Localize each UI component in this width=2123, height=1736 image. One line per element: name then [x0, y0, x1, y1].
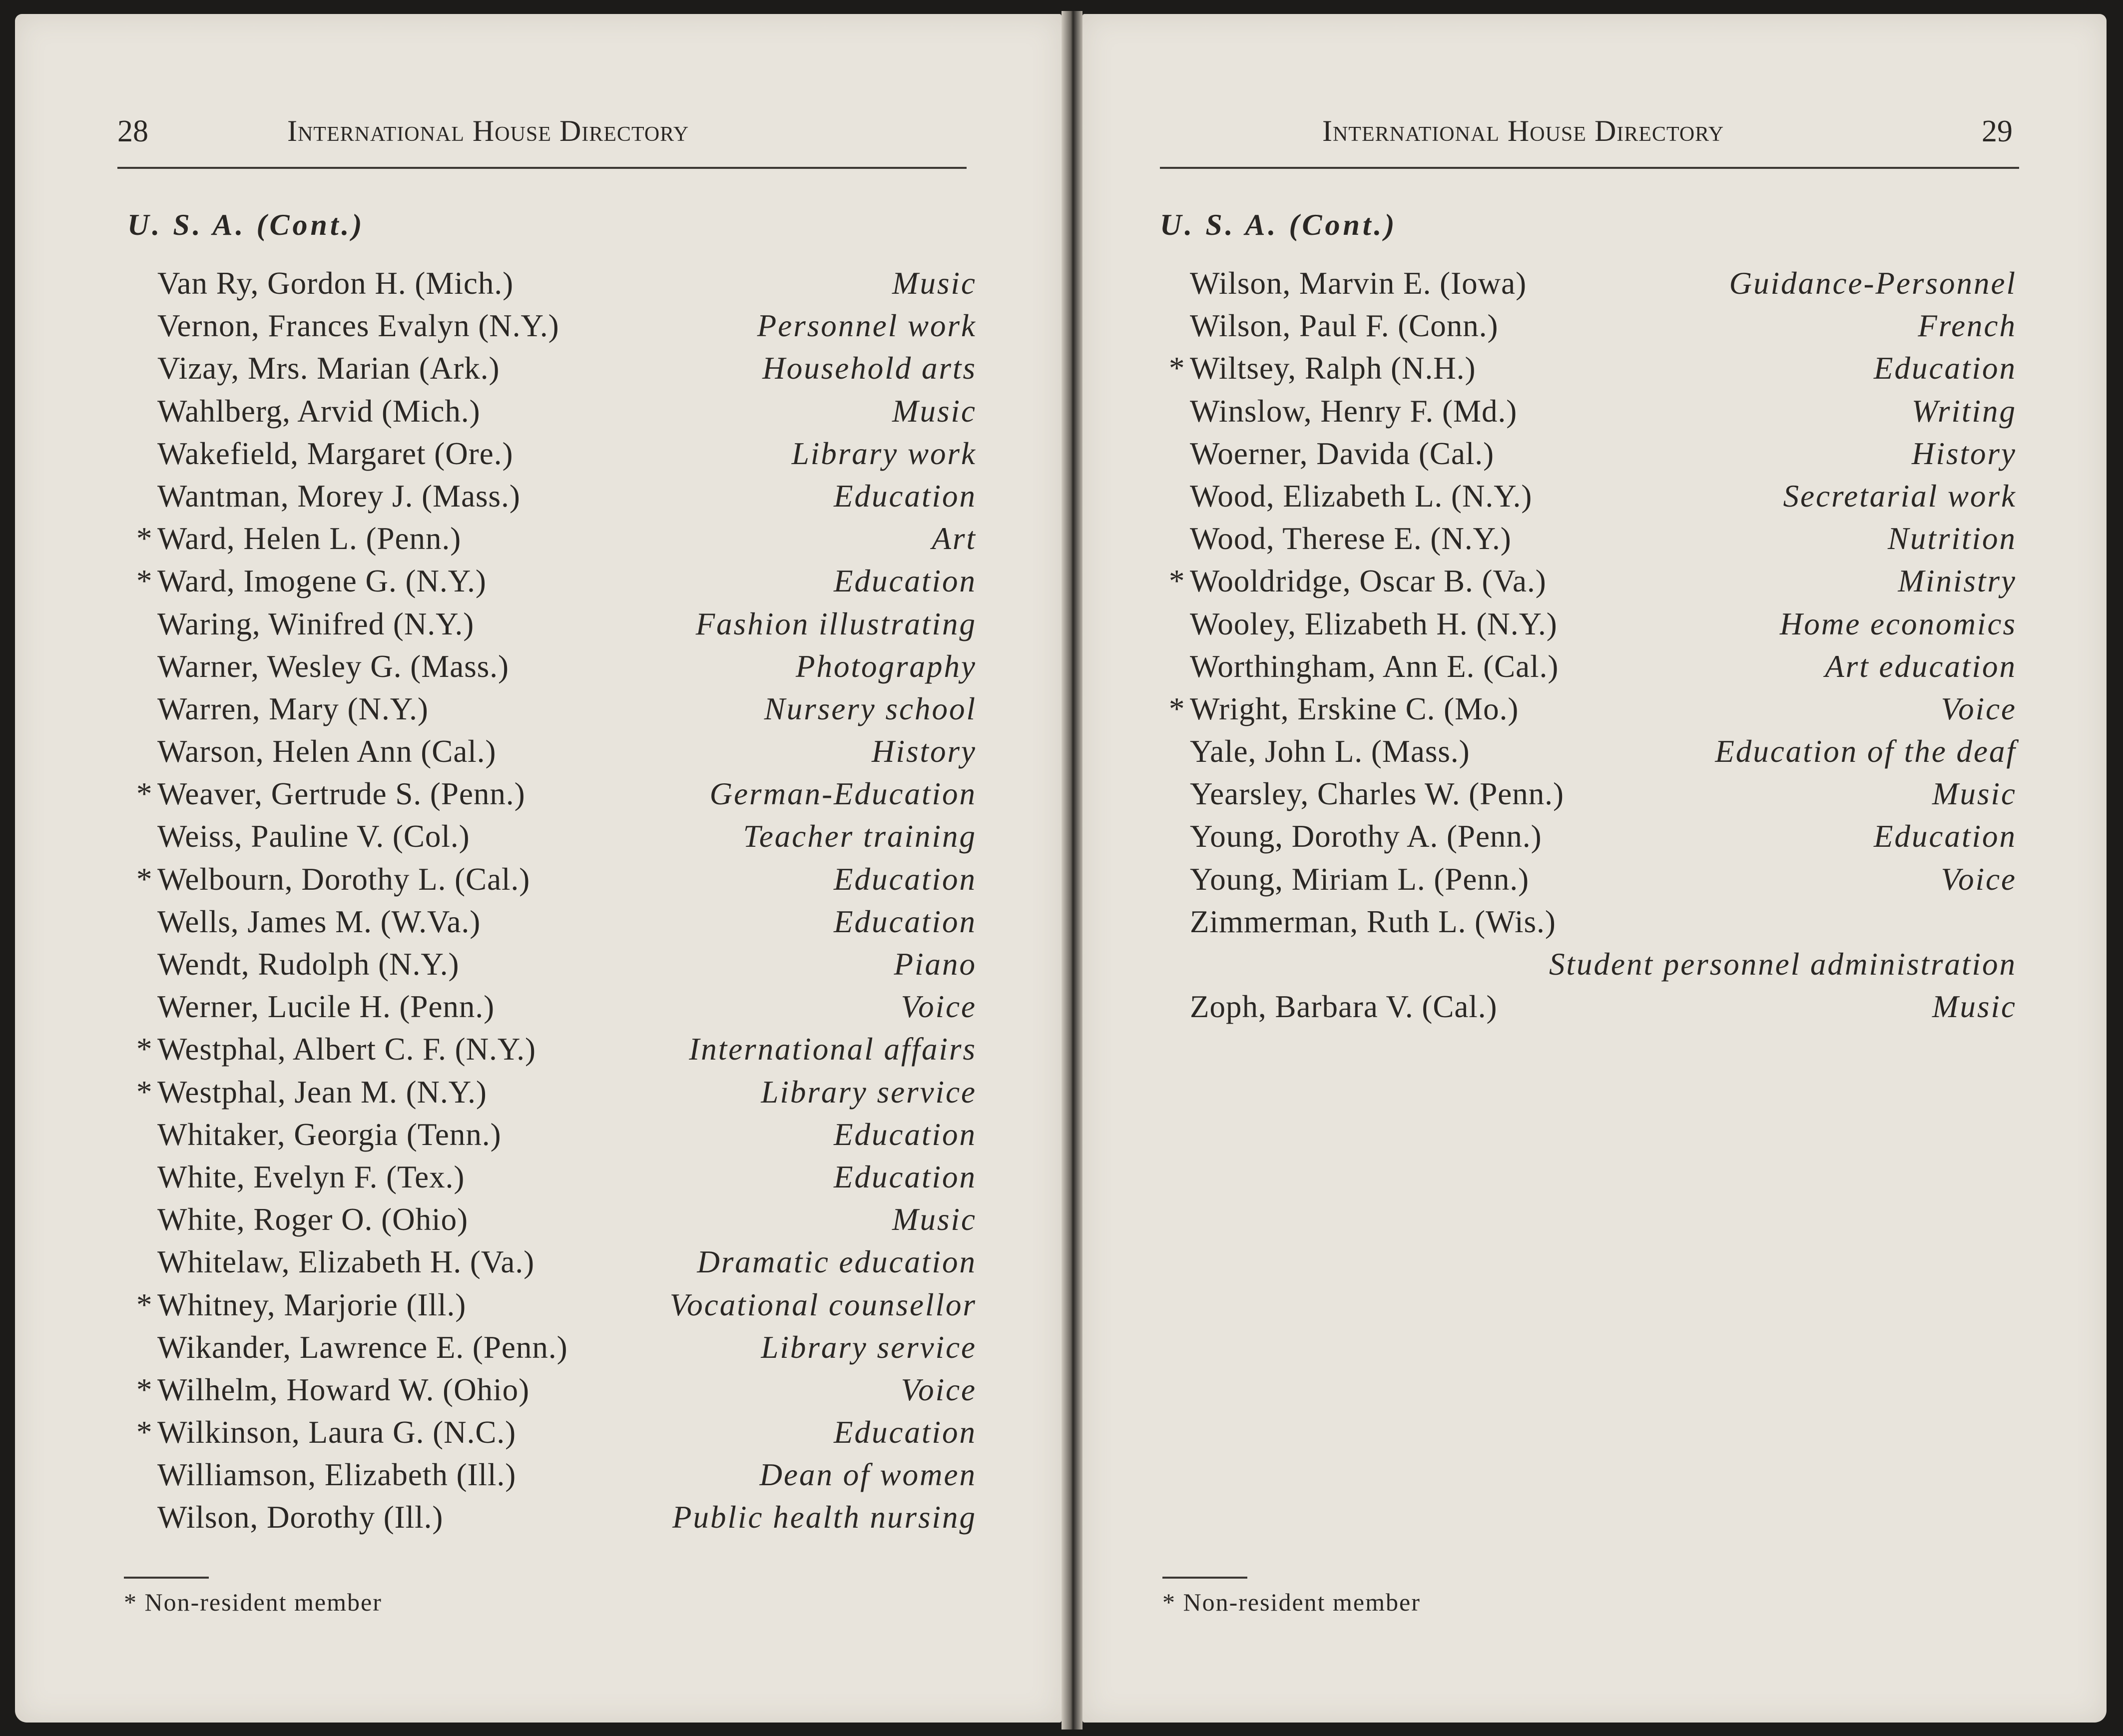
non-resident-marker: *	[1169, 691, 1185, 726]
member-name: Wood, Therese E. (N.Y.)	[1190, 521, 1512, 557]
member-name: Wood, Elizabeth L. (N.Y.)	[1190, 478, 1533, 514]
field-of-study: Library work	[791, 436, 977, 471]
field-of-study: Dean of women	[759, 1457, 977, 1493]
directory-entry	[1190, 901, 2017, 943]
header-rule	[1160, 167, 2019, 169]
member-name: Warren, Mary (N.Y.)	[157, 691, 429, 726]
field-of-study: Education	[1874, 351, 2017, 386]
directory-entry	[157, 645, 977, 688]
field-of-study: Piano	[894, 947, 977, 982]
directory-entry	[1169, 347, 2017, 390]
field-of-study: Voice	[1941, 691, 2017, 726]
member-name: Whitelaw, Elizabeth H. (Va.)	[157, 1244, 535, 1280]
directory-entry	[157, 815, 977, 858]
field-of-study: French	[1918, 308, 2017, 344]
field-of-study: Voice	[901, 989, 977, 1025]
footnote: * Non-resident member	[1162, 1588, 1421, 1616]
member-name: Waring, Winifred (N.Y.)	[157, 606, 475, 641]
directory-entry	[157, 1454, 977, 1496]
non-resident-marker: *	[136, 521, 152, 557]
member-name: Wilson, Marvin E. (Iowa)	[1190, 266, 1527, 301]
member-name: Winslow, Henry F. (Md.)	[1190, 393, 1518, 429]
footnote-rule	[124, 1577, 209, 1579]
directory-entry	[1190, 305, 2017, 347]
directory-entry	[136, 1369, 977, 1411]
section-heading: U. S. A. (Cont.)	[127, 208, 365, 241]
field-of-study: Personnel work	[757, 308, 977, 344]
member-name: Westphal, Albert C. F. (N.Y.)	[157, 1032, 536, 1067]
field-of-study: Education	[1874, 819, 2017, 854]
field-of-study: Nutrition	[1887, 521, 2017, 557]
member-name: Van Ry, Gordon H. (Mich.)	[157, 266, 514, 301]
field-of-study: Music	[892, 393, 977, 429]
member-name: Wilhelm, Howard W. (Ohio)	[157, 1372, 530, 1407]
field-of-study: Art education	[1825, 648, 2017, 684]
directory-entry	[157, 1241, 977, 1283]
member-name: Wakefield, Margaret (Ore.)	[157, 436, 514, 471]
book-gutter	[1062, 11, 1082, 1730]
directory-entry	[157, 1156, 977, 1198]
member-name: Welbourn, Dorothy L. (Cal.)	[157, 861, 531, 897]
field-of-study: Writing	[1911, 393, 2017, 429]
directory-entry	[1190, 986, 2017, 1028]
member-name: Young, Dorothy A. (Penn.)	[1190, 819, 1542, 854]
directory-entry	[157, 730, 977, 773]
header-rule	[117, 167, 967, 169]
member-name: Vizay, Mrs. Marian (Ark.)	[157, 351, 500, 386]
field-of-study: Dramatic education	[697, 1244, 977, 1280]
field-of-study: International affairs	[689, 1032, 977, 1067]
field-of-study: Library service	[761, 1074, 977, 1110]
member-name: Wendt, Rudolph (N.Y.)	[157, 947, 460, 982]
directory-entry	[157, 305, 977, 347]
non-resident-marker: *	[1169, 351, 1185, 386]
directory-list	[1169, 262, 2017, 1028]
directory-entry	[136, 773, 977, 815]
directory-entry	[1190, 262, 2017, 305]
directory-entry	[1190, 773, 2017, 815]
directory-entry	[157, 1198, 977, 1241]
directory-entry	[1190, 645, 2017, 688]
member-name: White, Roger O. (Ohio)	[157, 1202, 469, 1237]
non-resident-marker: *	[136, 1415, 152, 1450]
directory-list	[136, 262, 977, 1539]
directory-entry	[136, 1411, 977, 1454]
field-of-study: Teacher training	[743, 819, 977, 854]
member-name: Weiss, Pauline V. (Col.)	[157, 819, 470, 854]
member-name: Yearsley, Charles W. (Penn.)	[1190, 776, 1564, 812]
member-name: Wiltsey, Ralph (N.H.)	[1190, 351, 1476, 386]
field-of-study: Education of the deaf	[1715, 734, 2017, 769]
field-of-study: Art	[932, 521, 977, 557]
member-name: White, Evelyn F. (Tex.)	[157, 1159, 465, 1194]
directory-entry	[157, 262, 977, 305]
directory-entry	[1169, 560, 2017, 602]
non-resident-marker: *	[136, 1372, 152, 1407]
field-of-study: Music	[892, 1202, 977, 1237]
member-name: Zimmerman, Ruth L. (Wis.)	[1190, 904, 1556, 939]
field-of-study: Education	[834, 1159, 977, 1194]
directory-entry	[136, 1028, 977, 1071]
member-name: Wells, James M. (W.Va.)	[157, 904, 481, 939]
field-of-study: Voice	[901, 1372, 977, 1407]
directory-entry	[136, 1071, 977, 1114]
field-of-study: Music	[892, 266, 977, 301]
footnote: * Non-resident member	[124, 1588, 382, 1616]
member-name: Zoph, Barbara V. (Cal.)	[1190, 989, 1498, 1025]
member-name: Wilkinson, Laura G. (N.C.)	[157, 1415, 517, 1450]
member-name: Weaver, Gertrude S. (Penn.)	[157, 776, 526, 812]
book-spread	[11, 11, 2109, 1730]
directory-entry	[157, 475, 977, 518]
member-name: Whitaker, Georgia (Tenn.)	[157, 1117, 502, 1152]
directory-entry	[157, 688, 977, 730]
field-of-study: Fashion illustrating	[695, 606, 977, 641]
member-name: Ward, Helen L. (Penn.)	[157, 521, 462, 557]
non-resident-marker: *	[136, 564, 152, 599]
non-resident-marker: *	[136, 1287, 152, 1322]
directory-entry	[1190, 518, 2017, 560]
directory-entry	[136, 858, 977, 901]
field-of-study: Education	[834, 1415, 977, 1450]
member-name: Warner, Wesley G. (Mass.)	[157, 648, 509, 684]
directory-entry	[157, 943, 977, 986]
non-resident-marker: *	[136, 1032, 152, 1067]
directory-entry	[1190, 858, 2017, 901]
directory-entry	[157, 390, 977, 433]
field-of-study: Music	[1932, 989, 2017, 1025]
non-resident-marker: *	[136, 776, 152, 812]
left-page	[15, 14, 1062, 1723]
section-heading: U. S. A. (Cont.)	[1160, 208, 1398, 241]
member-name: Whitney, Marjorie (Ill.)	[157, 1287, 467, 1322]
footnote-rule	[1162, 1577, 1247, 1579]
member-name: Westphal, Jean M. (N.Y.)	[157, 1074, 487, 1110]
running-header: International House Directory	[287, 114, 689, 147]
field-of-study: Music	[1932, 776, 2017, 812]
field-of-study: Guidance-Personnel	[1729, 266, 2017, 301]
member-name: Yale, John L. (Mass.)	[1190, 734, 1470, 769]
field-of-study: History	[1912, 436, 2017, 471]
directory-entry	[157, 901, 977, 943]
member-name: Vernon, Frances Evalyn (N.Y.)	[157, 308, 559, 344]
field-of-study: Household arts	[762, 351, 977, 386]
field-of-study: Education	[834, 861, 977, 897]
directory-entry	[1190, 603, 2017, 645]
directory-entry	[157, 1114, 977, 1156]
member-name: Wikander, Lawrence E. (Penn.)	[157, 1329, 568, 1365]
field-of-study: History	[872, 734, 977, 769]
page-number: 28	[117, 114, 148, 148]
member-name: Wilson, Paul F. (Conn.)	[1190, 308, 1499, 344]
member-name: Young, Miriam L. (Penn.)	[1190, 861, 1530, 897]
directory-entry	[157, 347, 977, 390]
member-name: Wooley, Elizabeth H. (N.Y.)	[1190, 606, 1558, 641]
non-resident-marker: *	[136, 861, 152, 897]
directory-entry	[1190, 433, 2017, 475]
directory-entry	[136, 1284, 977, 1326]
field-of-study: German-Education	[709, 776, 977, 812]
directory-entry	[157, 603, 977, 645]
running-header: International House Directory	[1322, 114, 1724, 147]
non-resident-marker: *	[136, 1074, 152, 1110]
directory-entry	[136, 518, 977, 560]
non-resident-marker: *	[1169, 564, 1185, 599]
field-of-study: Photography	[796, 648, 977, 684]
directory-entry	[1190, 815, 2017, 858]
directory-entry	[157, 986, 977, 1028]
field-of-study: Education	[834, 904, 977, 939]
right-page	[1082, 14, 2107, 1723]
field-of-study: Home economics	[1779, 606, 2017, 641]
field-of-study: Student personnel administration	[1549, 947, 2017, 982]
field-of-study: Education	[834, 564, 977, 599]
field-of-study: Ministry	[1898, 564, 2017, 599]
member-name: Wantman, Morey J. (Mass.)	[157, 478, 521, 514]
directory-entry	[1190, 943, 2017, 986]
member-name: Wilson, Dorothy (Ill.)	[157, 1500, 444, 1535]
field-of-study: Voice	[1941, 861, 2017, 897]
member-name: Werner, Lucile H. (Penn.)	[157, 989, 495, 1025]
directory-entry	[157, 1326, 977, 1369]
field-of-study: Public health nursing	[672, 1500, 977, 1535]
field-of-study: Vocational counsellor	[669, 1287, 977, 1322]
directory-entry	[1190, 390, 2017, 433]
member-name: Warson, Helen Ann (Cal.)	[157, 734, 497, 769]
member-name: Wright, Erskine C. (Mo.)	[1190, 691, 1519, 726]
page-number: 29	[1982, 114, 2013, 148]
member-name: Woerner, Davida (Cal.)	[1190, 436, 1495, 471]
member-name: Worthingham, Ann E. (Cal.)	[1190, 648, 1559, 684]
directory-entry	[1169, 688, 2017, 730]
directory-entry	[157, 433, 977, 475]
directory-entry	[157, 1496, 977, 1539]
field-of-study: Education	[834, 478, 977, 514]
member-name: Wooldridge, Oscar B. (Va.)	[1190, 564, 1547, 599]
directory-entry	[1190, 475, 2017, 518]
directory-entry	[136, 560, 977, 602]
directory-entry	[1190, 730, 2017, 773]
member-name: Ward, Imogene G. (N.Y.)	[157, 564, 487, 599]
member-name: Williamson, Elizabeth (Ill.)	[157, 1457, 517, 1493]
field-of-study: Education	[834, 1117, 977, 1152]
field-of-study: Library service	[761, 1329, 977, 1365]
field-of-study: Secretarial work	[1783, 478, 2017, 514]
field-of-study: Nursery school	[764, 691, 977, 726]
member-name: Wahlberg, Arvid (Mich.)	[157, 393, 481, 429]
